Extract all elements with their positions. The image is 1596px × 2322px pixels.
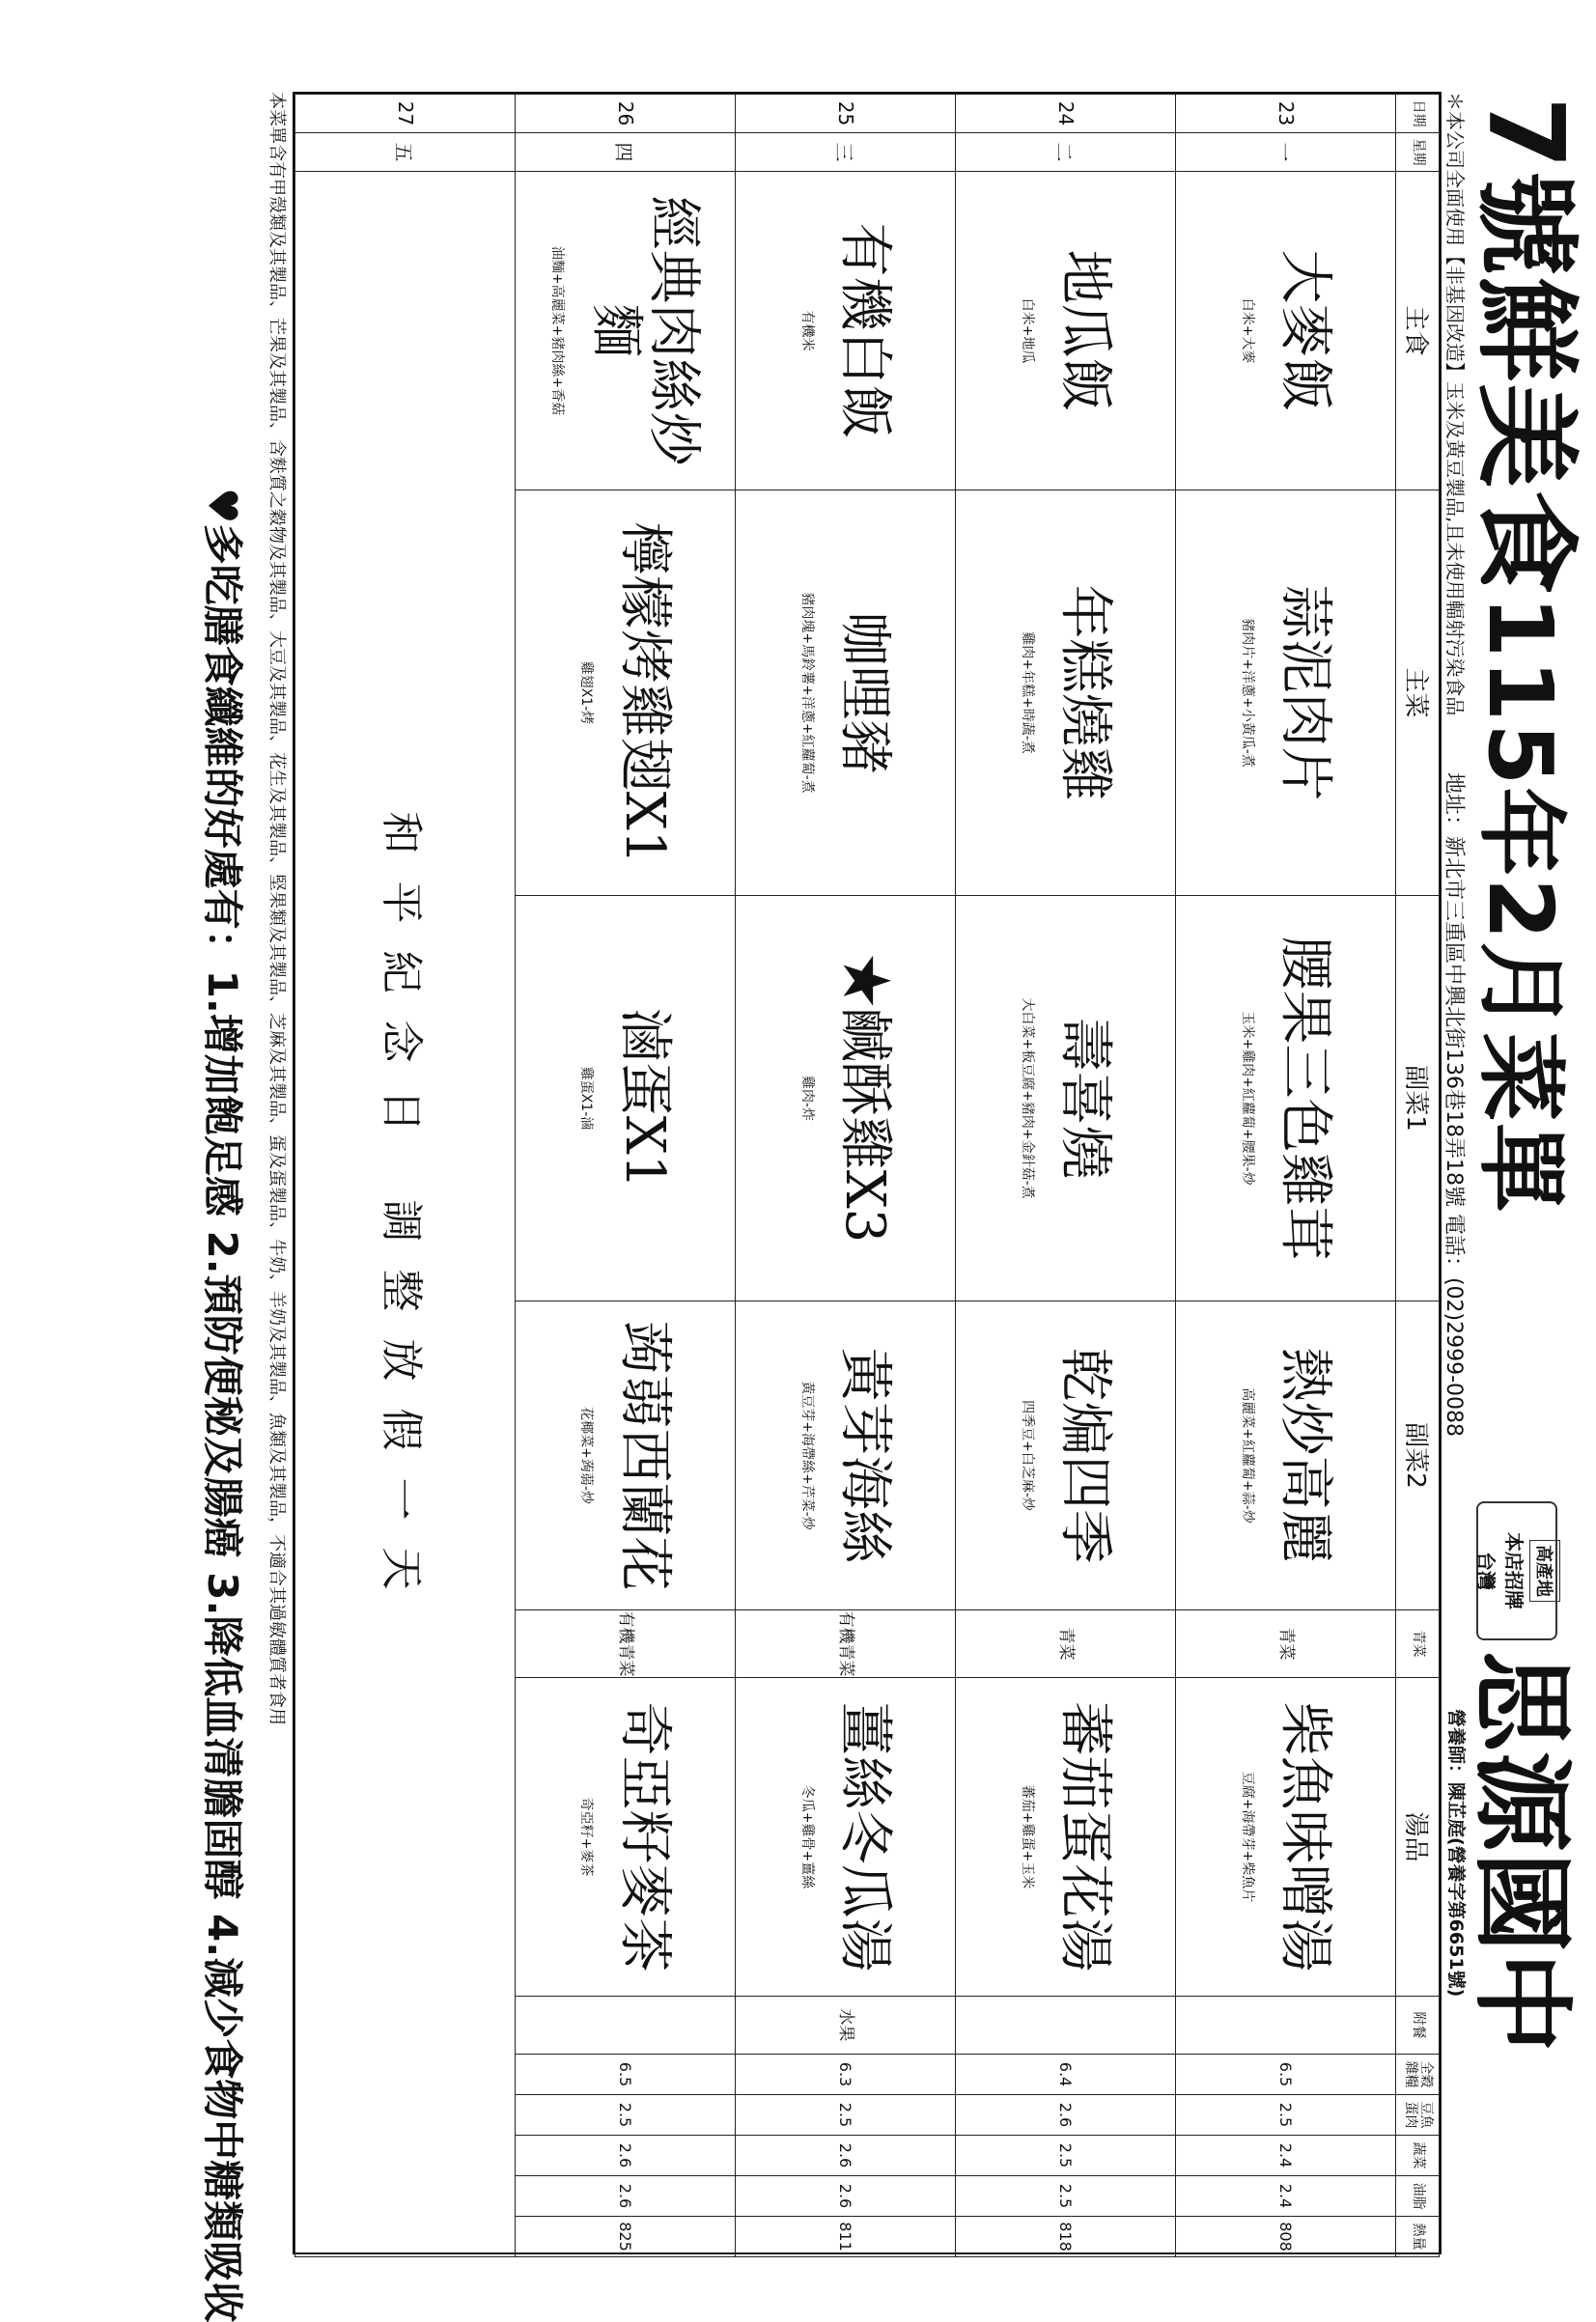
side2-dish: 熱炒高麗 <box>1274 1347 1337 1564</box>
logo-bottom: 台灣 <box>1474 1552 1498 1590</box>
side2-dish: 乾煸四季 <box>1053 1347 1117 1564</box>
menu-row <box>516 95 736 2257</box>
protein-value: 2.5 <box>1176 2095 1396 2136</box>
side1-dish: 腰果三色雞茸 <box>1274 936 1337 1261</box>
fiber-tip: ♥多吃膳食纖維的好處有：1.增加飽足感 2.預防便秘及腸癌 3.降低血清膽固醇 4.減少食物中糖類吸收 <box>199 488 246 2322</box>
calorie-value: 811 <box>736 2217 956 2257</box>
col-fruit: 附餐 <box>1396 1997 1440 2055</box>
vegetable-value: 2.6 <box>736 2136 956 2176</box>
main-dish: 年糕燒雞 <box>1053 584 1117 801</box>
soup-ingredients: 奇亞籽+麥茶 <box>578 1797 595 1877</box>
fruit-cell <box>956 1997 1176 2055</box>
row-week: 一 <box>1176 133 1396 172</box>
row-week: 三 <box>736 133 956 172</box>
row-date: 26 <box>516 95 736 133</box>
side2-ingredients: 四季豆+白芝麻-炒 <box>1019 1400 1035 1511</box>
soup-dish: 奇亞籽麥茶 <box>612 1701 676 1972</box>
staple-cell <box>956 172 1176 490</box>
col-week: 星期 <box>1396 133 1440 172</box>
protein-value: 2.5 <box>736 2095 956 2136</box>
side1-dish: 壽喜燒 <box>1053 1017 1117 1180</box>
row-date: 24 <box>956 95 1176 133</box>
school-name: 思源國中 <box>1463 1651 1581 2054</box>
staple-ingredients: 白米+大麥 <box>1239 297 1255 364</box>
main-ingredients: 雞翅X1-烤 <box>578 660 595 725</box>
gmo-note: ＊本公司全面使用【非基因改造】玉米及黃豆製品,且未使用輻射污染食品 <box>1443 92 1467 716</box>
row-date: 25 <box>736 95 956 133</box>
soup-ingredients: 冬瓜+雞骨+薑絲 <box>798 1784 815 1889</box>
staple-dish: 經典肉絲炒麵 <box>583 195 706 466</box>
contact-info: 地址：新北市三重區中興北街136巷18弄18號 電話：(02)2999-0088 <box>1442 772 1466 1438</box>
col-side2: 副菜2 <box>1396 1301 1440 1610</box>
soup-cell <box>956 1678 1176 1997</box>
grain-value: 6.5 <box>1176 2055 1396 2095</box>
vegetable-value: 2.6 <box>516 2136 736 2176</box>
side1-cell <box>956 896 1176 1301</box>
grain-value: 6.3 <box>736 2055 956 2095</box>
side1-ingredients: 玉米+雞肉+紅蘿蔔+腰果-炒 <box>1239 1011 1255 1186</box>
side1-ingredients: 大白菜+板豆腐+豬肉+金針菇-煮 <box>1019 997 1035 1199</box>
col-date: 日期 <box>1396 95 1440 133</box>
fruit-cell: 水果 <box>736 1997 956 2055</box>
main-ingredients: 豬肉塊+馬鈴薯+洋蔥+紅蘿蔔-煮 <box>798 592 815 794</box>
holiday-date: 27 <box>295 95 516 133</box>
main-dish: 檸檬烤雞翅X1 <box>612 520 676 865</box>
soup-ingredients: 豆腐+海帶芽+柴魚片 <box>1239 1771 1255 1903</box>
holiday-row <box>295 95 516 2257</box>
main-cell <box>1176 490 1396 896</box>
allergen-note: 本菜單含有甲殼類及其製品、芒果及其製品、含麩質之穀物及其製品、大豆及其製品、花生及其製品、堅果類及其製品、芝麻及其製品、蛋及蛋製品、牛奶、羊奶及其製品、魚類及其製品，不適合其過敏體質者食用 <box>266 92 287 1725</box>
side2-cell <box>1176 1301 1396 1610</box>
vegetable-value: 2.4 <box>1176 2136 1396 2176</box>
side2-ingredients: 黃豆芽+海帶絲+芹菜-炒 <box>798 1381 815 1530</box>
oil-value: 2.4 <box>1176 2176 1396 2217</box>
soup-dish: 柴魚味噌湯 <box>1274 1701 1337 1972</box>
calorie-value: 818 <box>956 2217 1176 2257</box>
side2-cell <box>516 1301 736 1610</box>
soup-ingredients: 蕃茄+雞蛋+玉米 <box>1019 1784 1035 1889</box>
menu-row <box>956 95 1176 2257</box>
holiday-week: 五 <box>295 133 516 172</box>
staple-dish: 大麥飯 <box>1274 249 1337 412</box>
main-cell <box>956 490 1176 896</box>
side1-cell <box>516 896 736 1301</box>
side1-cell <box>1176 896 1396 1301</box>
col-oil: 油脂 <box>1396 2176 1440 2217</box>
soup-cell <box>516 1678 736 1997</box>
veg-cell: 有機青菜 <box>736 1610 956 1678</box>
side2-dish: 黃芽海絲 <box>833 1347 896 1564</box>
calorie-value: 808 <box>1176 2217 1396 2257</box>
side1-dish: 滷蛋X1 <box>612 1007 676 1189</box>
menu-row <box>1176 95 1396 2257</box>
col-vegetable: 蔬菜 <box>1396 2136 1440 2176</box>
side2-dish: 蒟蒻西蘭花 <box>612 1320 676 1591</box>
col-soup: 湯品 <box>1396 1678 1440 1997</box>
veg-cell: 青菜 <box>1176 1610 1396 1678</box>
holiday-notice: 和平紀念日 調整放假一天 <box>295 172 516 2257</box>
vegetable-value: 2.5 <box>956 2136 1176 2176</box>
protein-value: 2.5 <box>516 2095 736 2136</box>
main-ingredients: 豬肉片+洋蔥+小黃瓜-煮 <box>1239 618 1255 768</box>
staple-cell <box>736 172 956 490</box>
side1-ingredients: 雞蛋X1-滷 <box>578 1066 595 1131</box>
col-veg: 青菜 <box>1396 1610 1440 1678</box>
col-protein: 豆魚蛋肉 <box>1396 2095 1440 2136</box>
soup-cell <box>736 1678 956 1997</box>
row-date: 23 <box>1176 95 1396 133</box>
staple-ingredients: 有機米 <box>798 310 815 351</box>
oil-value: 2.6 <box>516 2176 736 2217</box>
side1-dish: ★鹹酥雞X3 <box>833 953 896 1244</box>
title-prefix: 7 <box>1465 97 1585 172</box>
protein-value: 2.6 <box>956 2095 1176 2136</box>
soup-cell <box>1176 1678 1396 1997</box>
side1-cell <box>736 896 956 1301</box>
row-week: 二 <box>956 133 1176 172</box>
menu-table <box>293 92 1442 2254</box>
side2-cell <box>736 1301 956 1610</box>
col-side1: 副菜1 <box>1396 896 1440 1301</box>
main-cell <box>736 490 956 896</box>
logo-top: 本店招牌 <box>1502 1532 1526 1609</box>
main-cell <box>516 490 736 896</box>
soup-dish: 蕃茄蛋花湯 <box>1053 1701 1117 1972</box>
soup-dish: 薑絲冬瓜湯 <box>833 1701 896 1972</box>
col-main: 主菜 <box>1396 490 1440 896</box>
staple-cell <box>1176 172 1396 490</box>
oil-value: 2.5 <box>956 2176 1176 2217</box>
col-staple: 主食 <box>1396 172 1440 490</box>
veg-cell: 青菜 <box>956 1610 1176 1678</box>
menu-row <box>736 95 956 2257</box>
veg-cell: 有機青菜 <box>516 1610 736 1678</box>
staple-ingredients: 白米+地瓜 <box>1019 297 1035 364</box>
fruit-cell <box>1176 1997 1396 2055</box>
col-grain: 全穀雜糧 <box>1396 2055 1440 2095</box>
grain-value: 6.4 <box>956 2055 1176 2095</box>
main-dish: 咖哩豬 <box>833 611 896 774</box>
staple-cell <box>516 172 736 490</box>
staple-ingredients: 油麵+高麗菜+豬肉絲+香菇 <box>549 245 566 416</box>
logo-small: 高產地 <box>1529 1540 1560 1602</box>
brand-logo <box>1476 1501 1557 1640</box>
dietitian-info: 營養師：陳芷庭(營養字第6651號) <box>1445 1709 1467 1998</box>
side2-cell <box>956 1301 1176 1610</box>
calorie-value: 825 <box>516 2217 736 2257</box>
header-row <box>1396 95 1440 2257</box>
grain-value: 6.5 <box>516 2055 736 2095</box>
side2-ingredients: 高麗菜+紅蘿蔔+蒜-炒 <box>1239 1387 1255 1524</box>
staple-dish: 地瓜飯 <box>1053 249 1117 412</box>
oil-value: 2.6 <box>736 2176 956 2217</box>
main-ingredients: 雞肉+年糕+時蔬-煮 <box>1019 631 1035 754</box>
title-month: 115年2月菜單 <box>1469 596 1572 1215</box>
col-calories: 熱量 <box>1396 2217 1440 2257</box>
title-brand: 號鮮美食 <box>1465 171 1585 597</box>
side2-ingredients: 花椰菜+蒟蒻-炒 <box>578 1407 595 1504</box>
menu-title <box>1465 97 1585 1215</box>
staple-dish: 有機白飯 <box>833 222 896 439</box>
fruit-cell <box>516 1997 736 2055</box>
main-dish: 蒜泥肉片 <box>1274 584 1337 801</box>
row-week: 四 <box>516 133 736 172</box>
side1-ingredients: 雞肉-炸 <box>798 1075 815 1122</box>
